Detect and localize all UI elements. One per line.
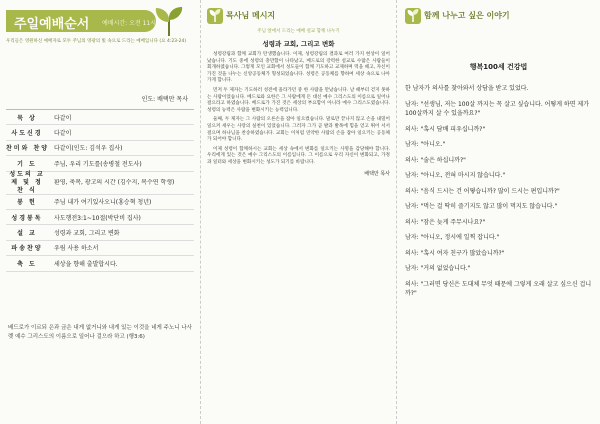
story-line: 의사: "혹시 여자 친구가 많았습니까?"	[405, 249, 505, 257]
order-value: 다같이	[54, 114, 72, 122]
order-value: 주님 내가 여기있사오니(홍승혁 청년)	[54, 199, 152, 207]
story-line: 의사: "음식 드시는 건 어떻습니까? 많이 드시는 편입니까?"	[405, 187, 560, 195]
sermon-paragraph: 먼저 두 제자는 기도하러 성전에 올라가던 중 한 사람을 만났습니다. 날 때부터 걷지 못하는 사람이었습니다. 베드로와 요한은 그 사람에게 돈 대신 예수 그리스도의 이름으로 일어나 걸으라고 하였습니다. 베드로가 가진 것은 세상의 부요함이 아니라 예수 그리스도였습니다. 성령의 능력은 사람을 변화시키는 능력입니다.	[207, 87, 390, 113]
pastor-message-title: 목사님 메시지	[226, 10, 276, 20]
order-label: 사도신경	[11, 130, 43, 138]
order-label: 찬미와 찬양	[6, 145, 50, 153]
story-line: 남자: "아니오, 정시에 일찍 잡니다."	[405, 234, 500, 241]
pastor-message-caption: 주님 앞에서 드리는 예배 설교 함께 나누기	[257, 29, 340, 34]
story-section-title: 함께 나누고 싶은 이야기	[424, 10, 510, 20]
pastor-message-header	[207, 4, 390, 26]
order-label: 기 도	[17, 160, 37, 168]
order-row	[6, 195, 194, 210]
story-panel	[396, 0, 600, 424]
story-line: 의사: "그러면 당신은 도대체 무엇 때문에 그렇게 오래 살고 싶으신 겁니까?"	[405, 280, 592, 297]
order-value: 다같이	[54, 130, 72, 138]
worship-time: 예배시간: 오전 11시	[102, 20, 157, 27]
order-row	[6, 125, 194, 140]
scripture-footer: 배드로가 이르되 은과 금은 내게 없거니와 내게 있는 이것을 네게 주노니 나사렛 예수 그리스도의 이름으로 일어나 걸으라 하고 (행3:6)	[8, 325, 192, 340]
story-line: 의사: "혹시 담배 피우십니까?"	[405, 125, 486, 133]
order-value: 환영, 축복, 광고의 시간 (김수지, 복수연 학생)	[54, 178, 175, 186]
order-label: 봉 헌	[17, 199, 37, 207]
order-value: 사도행전3:1~10절(박단비 집사)	[54, 214, 141, 222]
sermon-title: 성령과 교회, 그리고 변화	[262, 40, 335, 48]
sermon-paragraph: 이제 성령이 함께하시는 교회는 세상 속에서 변화를 일으키는 사명을 감당해야 합니다. 우리에게 있는 것은 예수 그리스도의 이름입니다. 그 이름으로 우리 자신이 변화되고, 가정과 일터와 세상을 변화시키는 성도가 되기를 바랍니다.	[207, 146, 390, 165]
order-value: 세상을 향해 출발합시다.	[54, 260, 118, 268]
order-label: 설 교	[17, 230, 37, 238]
order-value: 주님, 우리 기도를(송병철 전도사)	[54, 160, 142, 168]
order-row	[6, 141, 194, 156]
order-label: 파송찬양	[11, 245, 43, 253]
worship-order-panel	[0, 0, 200, 424]
story-title: 행복100세 건강법	[469, 63, 528, 71]
order-value: 우림 사용 하소서	[54, 245, 99, 253]
order-row	[6, 110, 194, 125]
sprout-icon	[405, 6, 421, 24]
worship-order-header	[6, 4, 194, 36]
order-value: 성령과 교회, 그리고 변화	[54, 230, 120, 238]
order-label: 축 도	[17, 260, 37, 268]
order-value: 다같이(인도: 김석우 집사)	[54, 145, 123, 153]
story-line: 남자: "선생님, 저는 100살 까지는 꼭 살고 싶습니다. 어떻게 하면 제가 100살까지 살 수 있을까요?"	[405, 100, 590, 117]
order-label: 성경봉독	[11, 214, 43, 222]
order-row	[6, 225, 194, 240]
sprout-icon	[152, 6, 186, 38]
story-line: 남자: "아니오."	[405, 141, 446, 148]
story-line: 남자: "거의 없었습니다."	[405, 265, 471, 272]
sermon-paragraph: 둘째, 두 제자는 그 사람의 오른손을 잡아 일으켰습니다. 말로만 끝나지 않고 손을 내밀어 일으켜 세우는 사랑의 실천이 있었습니다. 그러자 그가 곧 발과 발목에 힘을 얻고 뛰어 서서 걸으며 하나님을 찬송하였습니다. 교회는 이처럼 연약한 사람의 손을 잡아 일으키는 공동체가 되어야 합니다.	[207, 117, 390, 143]
order-label: 묵 상	[17, 114, 37, 122]
sprout-icon	[207, 6, 223, 24]
story-line: 한 남자가 의사를 찾아와서 상담을 받고 있었다.	[405, 85, 529, 92]
sermon-body	[207, 52, 390, 167]
story-line: 남자: "아니오, 전혀 마시지 않습니다."	[405, 172, 506, 179]
worship-subtitle: 우리들은 영원하신 예배자로 모두 주님의 영광의 빛 속으로 드리는 예배입니다 (요 4:23-24)	[6, 39, 187, 44]
order-row	[6, 256, 194, 271]
order-label: 성도의 교제 및 정 찬 식	[9, 170, 45, 194]
order-row	[6, 241, 194, 256]
order-row	[6, 156, 194, 171]
worship-order-table	[6, 109, 194, 272]
story-line: 남자: "먹는 걸 딱히 즐기지도 않고 많이 먹지도 않습니다."	[405, 203, 558, 210]
sermon-signature: 배택만 목사	[364, 170, 390, 177]
story-line: 의사: "술은 하십니까?"	[405, 156, 466, 164]
story-body	[405, 84, 592, 299]
worship-order-title: 주일예배순서	[14, 17, 90, 32]
worship-leader: 인도: 배택만 목사	[141, 96, 188, 103]
story-header	[405, 4, 592, 26]
order-row	[6, 172, 194, 195]
pastor-message-panel	[200, 0, 396, 424]
story-line: 의사: "잠은 늦게 주무시나요?"	[405, 218, 486, 226]
order-row	[6, 210, 194, 225]
sermon-paragraph: 성령강림과 함께 교회가 탄생했습니다. 이제, 성령강림의 결과로 여러 가지 현상이 일어났습니다. 기도 중에 성령의 충만함이 나타났고, 베드로의 강력한 설교로 수많은 사람들이 회개하였습니다. 그렇게 모인 교회에서 성도들이 함께 기도하고 교제하며 떡을 떼고, 자신이 가진 것을 나누는 신앙공동체가 형성되었습니다. 성령은 공동체를 향하여 세상 속으로 나아가게 합니다.	[207, 52, 390, 84]
